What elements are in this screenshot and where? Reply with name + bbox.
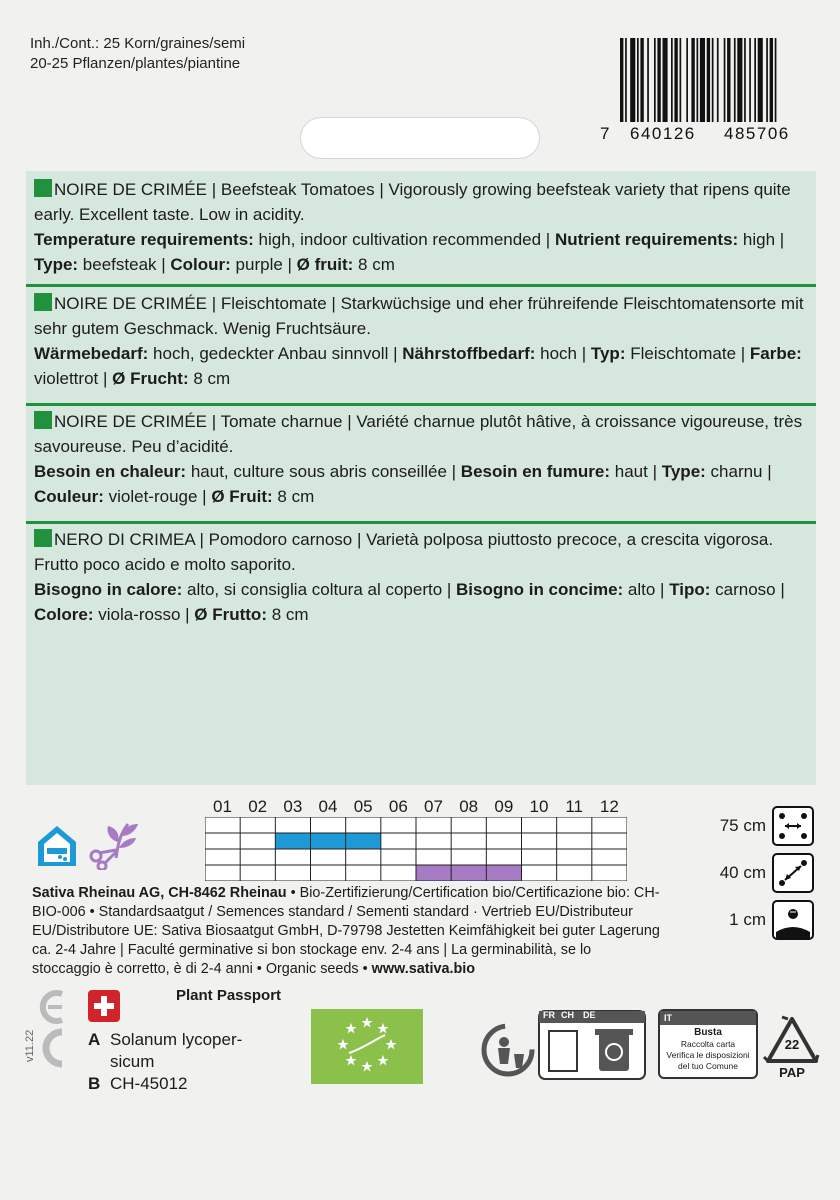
month-label: 11 <box>565 797 583 816</box>
variety-description: | Tomate charnue | Variété charnue plutôt hâtive, à croissance vigoureuse, très savoureuse. Peu d’acidité. <box>34 412 803 456</box>
section-divider <box>26 403 816 406</box>
month-label: 07 <box>424 797 443 816</box>
spec-label: Colore: <box>34 605 94 624</box>
barcode-bar <box>637 38 639 122</box>
sowing-cell <box>346 833 381 849</box>
content-info <box>30 34 245 74</box>
company-name: Sativa Rheinau AG, CH-8462 Rheinau <box>32 885 287 901</box>
month-label: 10 <box>529 797 549 816</box>
company-info <box>32 884 662 979</box>
spec-value: 8 cm <box>353 255 395 274</box>
spec-label: Besoin en chaleur: <box>34 462 187 481</box>
barcode-bar <box>654 38 656 122</box>
barcode-digit-group-2: 485706 <box>724 124 790 143</box>
sowing-harvest-calendar <box>205 793 627 817</box>
spec-value: alto | <box>623 580 670 599</box>
spec-value: hoch | <box>535 344 591 363</box>
barcode-bar <box>766 38 768 122</box>
green-square-icon <box>34 179 52 197</box>
barcode-digit-group-1: 640126 <box>630 124 696 143</box>
passport-b-label: B <box>88 1074 101 1093</box>
passport-a-value-1: Solanum lycoper- <box>110 1030 243 1049</box>
spec-value: charnu | <box>705 462 772 481</box>
harvest-cell <box>486 865 521 881</box>
plant-spacing-value: 40 cm <box>719 863 766 882</box>
spec-value: hoch, gedeckter Anbau sinnvoll | <box>148 344 403 363</box>
spec-value: 8 cm <box>266 605 309 624</box>
month-label: 05 <box>353 797 373 816</box>
row-spacing <box>706 804 816 851</box>
greenhouse-sowing-icon <box>34 822 80 868</box>
content-line-2: 20-25 Pflanzen/plantes/piantine <box>30 55 241 72</box>
recycling-country-ch: CH <box>561 1010 574 1020</box>
spec-label: Temperature requirements: <box>34 230 254 249</box>
spec-label: Typ: <box>590 344 626 363</box>
month-label: 09 <box>494 797 514 816</box>
description-italian <box>34 527 810 627</box>
barcode-bar <box>734 38 736 122</box>
spec-value: Fleischtomate | <box>625 344 750 363</box>
recycling-country-fr: FR <box>543 1010 555 1020</box>
description-french <box>34 409 810 509</box>
barcode-bar <box>744 38 746 122</box>
eu-organic-leaf-icon <box>311 1009 423 1084</box>
spec-label: Farbe: <box>749 344 802 363</box>
barcode-bar <box>630 38 635 122</box>
spec-value: beefsteak | <box>78 255 171 274</box>
ce-mark-icon <box>32 990 66 1070</box>
variety-specs <box>34 341 810 391</box>
barcode-bar <box>700 38 705 122</box>
spec-value: violet-rouge | <box>103 487 212 506</box>
barcode-bar <box>758 38 763 122</box>
barcode-bar <box>775 38 777 122</box>
company-website[interactable]: www.sativa.bio <box>371 961 476 977</box>
spec-label: Ø Frutto: <box>194 605 267 624</box>
barcode-bar <box>754 38 756 122</box>
spec-label: Tipo: <box>669 580 711 599</box>
variety-specs <box>34 459 810 509</box>
row-spacing-icon <box>772 806 814 846</box>
harvest-icon <box>88 818 142 870</box>
spec-label: Besoin en fumure: <box>460 462 611 481</box>
barcode-bar <box>749 38 751 122</box>
month-label: 04 <box>318 797 338 816</box>
barcode-bar <box>724 38 726 122</box>
barcode-bars <box>620 38 818 122</box>
spec-value: purple | <box>230 255 297 274</box>
spec-label: Bisogno in concime: <box>456 580 624 599</box>
month-label: 08 <box>459 797 479 816</box>
barcode-digits <box>600 124 820 146</box>
barcode-bar <box>727 38 730 122</box>
variety-name: NERO DI CRIMEA <box>54 530 195 549</box>
recycling-paper-bin-icon <box>537 1009 647 1081</box>
barcode-bar <box>707 38 710 122</box>
italian-recycling-label <box>658 1009 758 1079</box>
barcode-bar <box>680 38 682 122</box>
spec-value: high, indoor cultivation recommended | <box>253 230 555 249</box>
spec-label: Type: <box>661 462 706 481</box>
barcode-bar <box>620 38 623 122</box>
busta-title: Busta <box>694 1027 722 1038</box>
pap-number: 22 <box>784 1037 800 1052</box>
spacing-info <box>706 804 816 945</box>
spec-value: haut, culture sous abris conseillée | <box>186 462 461 481</box>
section-divider <box>26 521 816 524</box>
variety-name: NOIRE DE CRIMÉE <box>54 294 208 313</box>
barcode-bar <box>697 38 699 122</box>
month-label: 01 <box>213 797 232 816</box>
spec-label: Ø fruit: <box>296 255 354 274</box>
barcode-bar <box>686 38 688 122</box>
variety-description: | Pomodoro carnoso | Varietà polposa piuttosto precoce, a crescita vigorosa. Frutto poco acido e molto saporito. <box>34 530 774 574</box>
variety-name: NOIRE DE CRIMÉE <box>54 412 208 431</box>
description-english <box>34 177 810 277</box>
passport-a-value-2: sicum <box>110 1052 155 1071</box>
spec-label: Nutrient requirements: <box>554 230 739 249</box>
plant-passport-details <box>88 1029 242 1095</box>
barcode-digit-prefix: 7 <box>600 124 611 143</box>
passport-b-value: CH-45012 <box>110 1074 188 1093</box>
section-divider <box>26 284 816 287</box>
calendar-months <box>205 793 627 817</box>
variety-specs <box>34 577 810 627</box>
variety-name: NOIRE DE CRIMÉE <box>54 180 208 199</box>
barcode-bar <box>691 38 694 122</box>
sowing-depth-icon <box>772 900 814 940</box>
hanging-slot <box>300 117 540 159</box>
green-square-icon <box>34 411 52 429</box>
recycling-country-de: DE <box>583 1010 596 1020</box>
green-square-icon <box>34 529 52 547</box>
company-details: • Bio-Zertifizierung/Certification bio/Certificazione bio: CH-BIO-006 • Standardsaatgut / Semences standard / Sementi standard · Vertrieb EU/Distributeur EU/Distributore UE: Sativa Biosaatgut GmbH, D-79798 Jestetten Keimfähigkeit bei guter Lagerung ca. 2-4 Jahre | Faculté germinative si bon stockage env. 2-4 ans | La germinabilità, se lo stoccaggio è corretto, è di 2-4 anni • Organic seeds • <box>32 885 660 977</box>
spec-label: Couleur: <box>34 487 104 506</box>
barcode-bar <box>712 38 714 122</box>
barcode-bar <box>770 38 773 122</box>
variety-description: | Beefsteak Tomatoes | Vigorously growing beefsteak variety that ripens quite early. Excellent taste. Low in acidity. <box>34 180 791 224</box>
passport-a-label: A <box>88 1030 101 1049</box>
spec-label: Wärmebedarf: <box>34 344 149 363</box>
spec-label: Type: <box>34 255 79 274</box>
description-panel <box>26 171 816 785</box>
spec-value: high | <box>738 230 785 249</box>
version-label: v11.22 <box>24 1029 36 1062</box>
spec-value: haut | <box>610 462 662 481</box>
harvest-cell <box>451 865 486 881</box>
spec-value: viola-rosso | <box>93 605 195 624</box>
recycling-sort-icon <box>478 1020 538 1080</box>
busta-line-2: Verifica le disposizioni <box>666 1050 750 1060</box>
barcode-bar <box>647 38 649 122</box>
barcode-bar <box>671 38 673 122</box>
month-label: 02 <box>248 797 268 816</box>
harvest-cell <box>416 865 451 881</box>
spec-label: Ø Fruit: <box>211 487 273 506</box>
month-label: 12 <box>599 797 619 816</box>
sowing-depth <box>706 898 816 945</box>
spec-label: Bisogno in calore: <box>34 580 183 599</box>
plant-spacing <box>706 851 816 898</box>
barcode-bar <box>737 38 742 122</box>
content-line-1: Inh./Cont.: 25 Korn/graines/semi <box>30 35 246 52</box>
description-german <box>34 291 810 391</box>
swiss-flag-icon <box>88 990 120 1022</box>
sowing-cell <box>311 833 346 849</box>
month-label: 06 <box>388 797 408 816</box>
spec-value: violettrot | <box>34 369 113 388</box>
plant-passport-title: Plant Passport <box>176 987 282 1004</box>
sowing-cell <box>275 833 310 849</box>
spec-value: alto, si consiglia coltura al coperto | <box>182 580 457 599</box>
barcode-bar <box>717 38 719 122</box>
busta-line-3: del tuo Comune <box>677 1061 738 1071</box>
barcode-bar <box>674 38 677 122</box>
pap-label: PAP <box>779 1065 805 1080</box>
month-label: 03 <box>283 797 303 816</box>
barcode-bar <box>663 38 668 122</box>
calendar-grid <box>205 817 627 881</box>
sowing-depth-value: 1 cm <box>729 910 766 929</box>
spec-value: 8 cm <box>188 369 231 388</box>
spec-label: Nährstoffbedarf: <box>402 344 536 363</box>
busta-line-1: Raccolta carta <box>680 1039 736 1049</box>
pap-recycling-icon <box>762 1015 822 1081</box>
variety-specs <box>34 227 810 277</box>
plant-spacing-icon <box>772 853 814 893</box>
spec-value: carnoso | <box>710 580 785 599</box>
variety-description: | Fleischtomate | Starkwüchsige und eher frühreifende Fleischtomatensorte mit sehr gutem Geschmack. Wenig Fruchtsäure. <box>34 294 804 338</box>
row-spacing-value: 75 cm <box>719 816 766 835</box>
spec-value: 8 cm <box>272 487 315 506</box>
barcode-bar <box>625 38 627 122</box>
barcode-bar <box>640 38 643 122</box>
busta-country: IT <box>660 1011 756 1025</box>
spec-label: Ø Frucht: <box>112 369 189 388</box>
green-square-icon <box>34 293 52 311</box>
spec-label: Colour: <box>170 255 231 274</box>
barcode-bar <box>657 38 660 122</box>
